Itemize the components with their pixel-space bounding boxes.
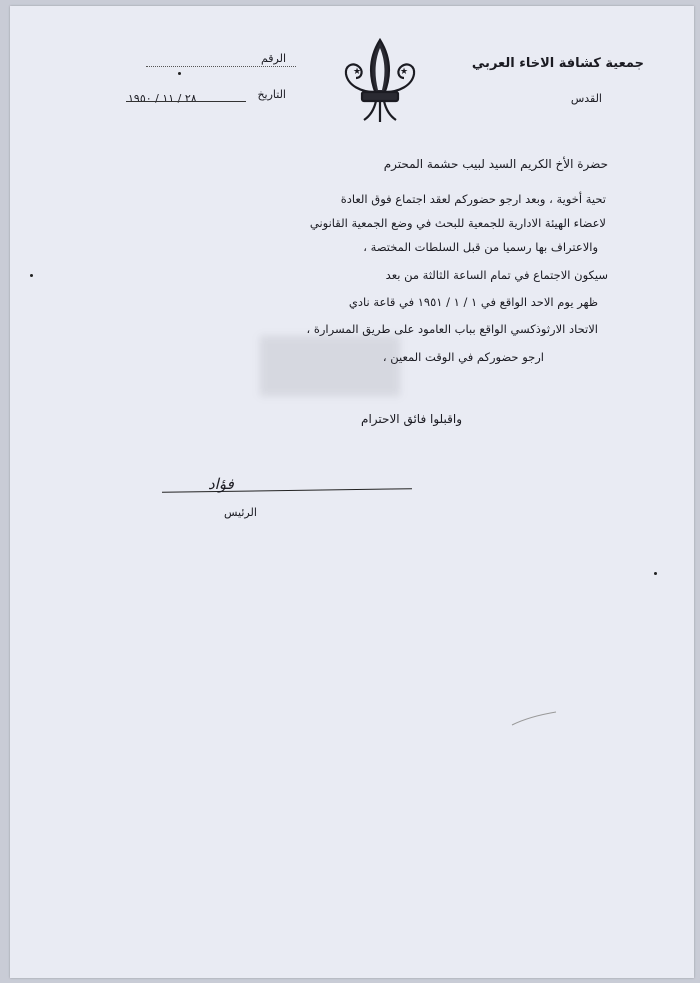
body-line: الاتحاد الارثوذكسي الواقع بباب العامود على طريق المسرارة ، [306,322,598,336]
reference-line [146,66,296,67]
body-line: سيكون الاجتماع في تمام الساعة الثالثة من بعد [385,268,608,282]
speck [30,274,33,277]
speck [654,572,657,575]
speck [178,72,181,75]
date-label: التاريخ [257,88,286,101]
body-line: تحية أخوية ، وبعد ارجو حضوركم لعقد اجتماع فوق العادة [340,192,606,206]
organization-city: القدس [570,92,602,105]
body-line: والاعتراف بها رسميا من قبل السلطات المختصة ، [363,240,598,254]
svg-text:★: ★ [353,67,362,77]
letter-page [10,6,694,978]
pencil-mark [510,709,560,729]
svg-text:★: ★ [400,67,409,77]
signature-line [162,488,412,492]
ink-stain [260,336,400,396]
date-value: ٢٨ / ١١ / ١٩٥٠ [128,92,197,105]
date-strike-line [126,101,246,102]
signature: فؤاد [208,475,234,493]
signatory-title: الرئيس [224,506,257,519]
closing: واقبلوا فائق الاحترام [361,412,462,426]
fleur-de-lis-emblem [340,36,420,128]
reference-label: الرقم [260,52,286,65]
salutation: حضرة الأخ الكريم السيد لبيب حشمة المحترم [383,157,608,171]
body-line: لاعضاء الهيئة الادارية للجمعية للبحث في وضع الجمعية القانوني [309,216,606,230]
body-line: ارجو حضوركم في الوقت المعين ، [382,350,544,364]
organization-name: جمعية كشافة الاخاء العربي [471,56,644,71]
body-line: ظهر يوم الاحد الواقع في ١ / ١ / ١٩٥١ في قاعة نادي [348,295,598,309]
